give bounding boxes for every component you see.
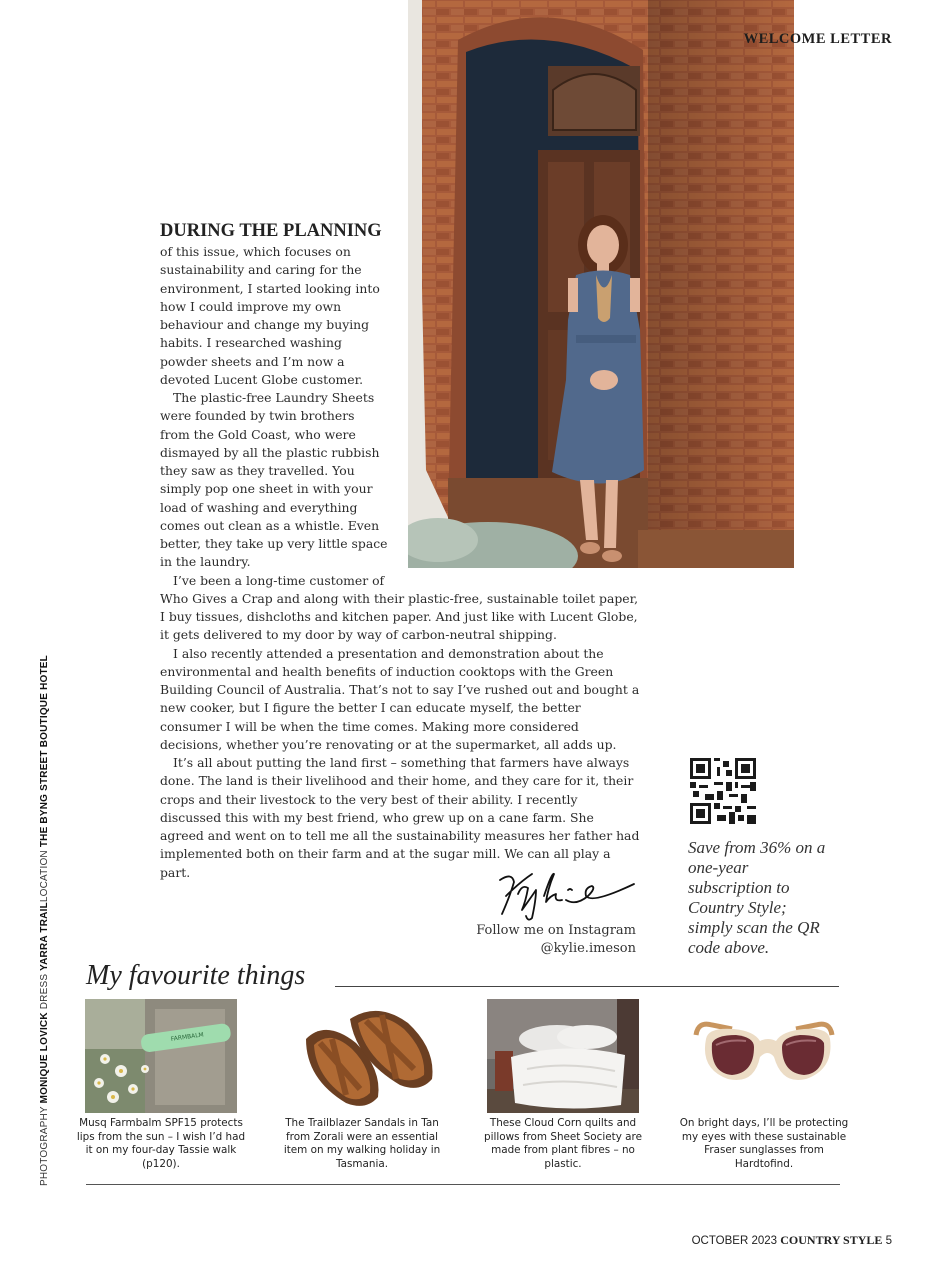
sunglasses-image: [688, 999, 840, 1113]
credit-photography-label: PHOTOGRAPHY: [39, 1106, 50, 1186]
favourites-rule: [335, 986, 839, 987]
sandals-image: [286, 999, 438, 1113]
favourite-item[interactable]: [679, 999, 849, 1171]
tube-label: FARMBALM: [170, 1031, 205, 1043]
photo-credits: [39, 655, 50, 1186]
credit-location-label: LOCATION: [39, 850, 50, 903]
instagram-follow: [476, 922, 636, 958]
favourite-caption: The Trailblazer Sandals in Tan from Zorali were an essential item on my walking holiday in Tasmania.: [283, 1117, 441, 1170]
favourite-item[interactable]: [478, 999, 648, 1171]
favourites-bottom-rule: [86, 1184, 840, 1185]
farmbalm-image: [85, 999, 237, 1113]
article-heading: DURING THE PLANNING: [160, 221, 382, 241]
credit-dress: YARRA TRAIL: [39, 902, 50, 971]
favourite-item[interactable]: [76, 999, 246, 1171]
article-paragraph: I also recently attended a presentation and demonstration about the environmental and health benefits of induction cooktops with the Green Building Council of Australia. That’s not to say I’ve rushed out and bought a new cooker, but I figure the better I can educate myself, the better consumer I will be when the time comes. Making more considered decisions, whether you’re renovating or at the supermarket, all adds up.: [160, 645, 640, 752]
article-paragraph: I’ve been a long-time customer of Who Gives a Crap and along with their plastic-free, sustainable toilet paper, I buy tissues, dishcloths and kitchen paper. And just like with Lucent Globe, it gets delivered to my door by way of carbon-neutral shipping.: [160, 572, 639, 643]
float-spacer: [388, 219, 640, 579]
favourites-title: My favourite things: [86, 960, 306, 991]
qr-code[interactable]: [690, 758, 756, 824]
article-paragraph: of this issue, which focuses on sustainability and caring for the environment, I started looking into how I could improve my own behaviour and change my buying habits. I researched washing powder sheets and I’m now a devoted Lucent Globe customer.: [160, 244, 380, 387]
article-body: [160, 219, 640, 882]
favourite-item[interactable]: [277, 999, 447, 1171]
magazine-name: COUNTRY STYLE: [780, 1233, 883, 1247]
credit-dress-label: DRESS: [39, 973, 50, 1010]
instagram-handle[interactable]: @kylie.imeson: [540, 941, 636, 956]
article-paragraph: The plastic-free Laundry Sheets were founded by twin brothers from the Gold Coast, who were dismayed by all the plastic rubbish they saw as they travelled. You simply pop one sheet in with your load of washing and everything comes out clean as a whistle. Even better, they take up very little space in the laundry.: [160, 390, 388, 570]
follow-line: Follow me on Instagram: [476, 923, 636, 938]
subscription-promo: Save from 36% on a one-year subscription to Country Style; simply scan the QR code above.: [688, 838, 826, 957]
page-number: 5: [885, 1235, 892, 1247]
favourite-caption: On bright days, I’ll be protecting my eyes with these sustainable Fraser sunglasses from Hardtofind.: [679, 1117, 849, 1170]
signature-kylie: [492, 866, 642, 922]
section-label: WELCOME LETTER: [743, 31, 892, 47]
issue-date: OCTOBER 2023: [691, 1235, 778, 1247]
credit-location: THE BYNG STREET BOUTIQUE HOTEL: [39, 655, 50, 848]
favourite-caption: These Cloud Corn quilts and pillows from Sheet Society are made from plant fibres – no plastic.: [484, 1117, 642, 1170]
credit-photographer: MONIQUE LOVICK: [39, 1012, 50, 1104]
article-paragraph: It’s all about putting the land first – something that farmers have always done. The land is their livelihood and their home, and they care for it, their crops and their livestock to the very best of their ability. I recently discussed this with my best friend, who grew up on a cane farm. She agreed and went on to tell me all the sustainability measures her father had implemented both on their farm and at the sugar mill. We can all play a part.: [160, 755, 640, 880]
quilt-image: [487, 999, 639, 1113]
favourite-caption: Musq Farmbalm SPF15 protects lips from the sun – I wish I’d had it on my four-day Tassie walk (p120).: [76, 1117, 246, 1170]
page-folio: [692, 1233, 892, 1248]
